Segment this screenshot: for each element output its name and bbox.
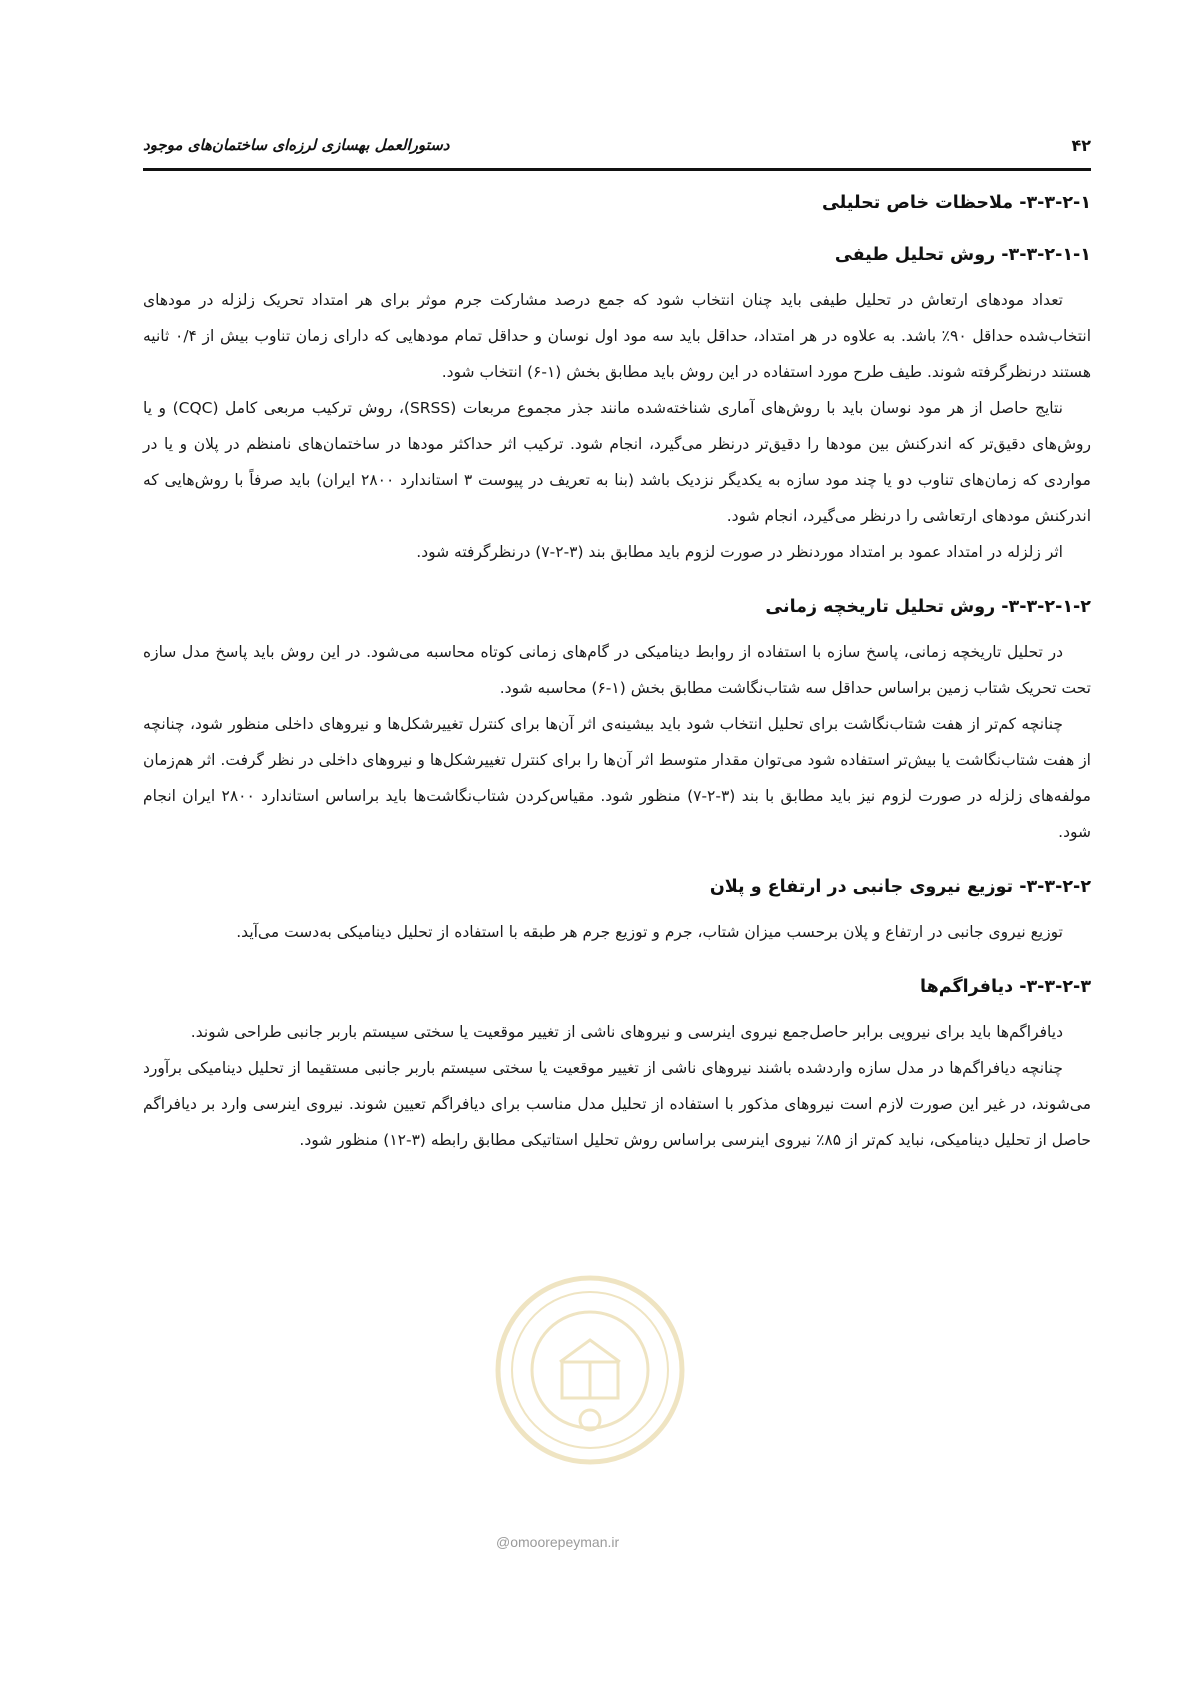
page-number: ۴۲ bbox=[1071, 136, 1091, 155]
section-heading: ۳-۳-۲-۱- ملاحظات خاص تحلیلی bbox=[821, 193, 1091, 213]
page-header bbox=[143, 128, 1091, 171]
subsection-heading: ۳-۳-۲-۱-۲- روش تحلیل تاریخچه زمانی bbox=[765, 597, 1091, 617]
section-heading: ۳-۳-۲-۲- توزیع نیروی جانبی در ارتفاع و پلان bbox=[709, 877, 1091, 897]
paragraph: اثر زلزله در امتداد عمود بر امتداد موردنظر در صورت لزوم باید مطابق بند (۳-۲-۷) درنظرگرفته شود. bbox=[416, 543, 1063, 561]
paragraph: تعداد مودهای ارتعاش در تحلیل طیفی باید چنان انتخاب شود که جمع درصد مشارکت جرم موثر برای هر امتداد تحریک زلزله در مودهای انتخاب‌شده حداقل ۹۰٪ باشد. به علاوه در هر امتداد، حداقل باید سه مود اول نوسان و حداقل تمام مودهایی که دارای زمان تناوب بیش از ۰/۴ ثانیه هستند درنظرگرفته شوند. طیف طرح مورد استفاده در این روش باید مطابق بخش (۱-۶) انتخاب شود. bbox=[143, 291, 1092, 381]
subsection-heading: ۳-۳-۲-۱-۱- روش تحلیل طیفی bbox=[834, 245, 1091, 265]
watermark-url: @omoorepeyman.ir bbox=[496, 1534, 620, 1550]
paragraph: چنانچه کم‌تر از هفت شتاب‌نگاشت برای تحلیل انتخاب شود باید بیشینه‌ی اثر آن‌ها برای کنترل تغییرشکل‌ها و نیروهای داخلی منظور شود، چنانچه از هفت شتاب‌نگاشت یا بیش‌تر استفاده شود می‌توان مقدار متوسط اثر آن‌ها را برای کنترل تغییرشکل‌ها و نیروهای داخلی در نظر گرفت. اثر هم‌زمان مولفه‌های زلزله در صورت لزوم نیز باید مطابق با بند (۳-۲-۷) منظور شود. مقیاس‌کردن شتاب‌نگاشت‌ها باید براساس استاندارد ۲۸۰۰ ایران انجام شود. bbox=[143, 715, 1091, 841]
paragraph: توزیع نیروی جانبی در ارتفاع و پلان برحسب میزان شتاب، جرم و توزیع جرم هر طبقه با استفاده از تحلیل دینامیکی به‌دست می‌آید. bbox=[236, 923, 1063, 941]
paragraph: در تحلیل تاریخچه زمانی، پاسخ سازه با استفاده از روابط دینامیکی در گام‌های زمانی کوتاه محاسبه می‌شود. در این روش باید پاسخ مدل سازه تحت تحریک شتاب زمین براساس حداقل سه شتاب‌نگاشت مطابق بخش (۱-۶) محاسبه شود. bbox=[143, 643, 1091, 697]
paragraph: نتایج حاصل از هر مود نوسان باید با روش‌های آماری شناخته‌شده مانند جذر مجموع مربعات (SRSS)، روش ترکیب مربعی کامل (CQC) و یا روش‌های دقیق‌تر که اندرکنش بین مودها را دقیق‌تر درنظر می‌گیرد، انجام شود. ترکیب اثر حداکثر مودها در ساختمان‌های نامنظم در پلان و یا در مواردی که زمان‌های تناوب دو یا چند مود سازه به یکدیگر نزدیک باشد (بنا به تعریف در پیوست ۳ استاندارد ۲۸۰۰ ایران) باید صرفاً با روش‌هایی که اندرکنش مودهای ارتعاشی را درنظر می‌گیرد، انجام شود. bbox=[143, 399, 1091, 525]
page-content bbox=[143, 188, 1091, 1158]
watermark-seal-icon bbox=[490, 1270, 690, 1470]
running-title: دستورالعمل بهسازی لرزه‌ای ساختمان‌های موجود bbox=[143, 136, 450, 154]
paragraph: دیافراگم‌ها باید برای نیرویی برابر حاصل‌جمع نیروی اینرسی و نیروهای ناشی از تغییر موقعیت یا سختی سیستم باربر جانبی طراحی شوند. bbox=[190, 1023, 1063, 1041]
paragraph: چنانچه دیافراگم‌ها در مدل سازه واردشده باشند نیروهای ناشی از تغییر موقعیت یا سختی سیستم باربر جانبی مستقیما از تحلیل دینامیکی برآورد می‌شوند، در غیر این صورت لازم است نیروهای مذکور با استفاده از تحلیل مدل مناسب برای دیافراگم تعیین شوند. نیروی اینرسی وارد بر دیافراگم حاصل از تحلیل دینامیکی، نباید کم‌تر از ۸۵٪ نیروی اینرسی براساس روش تحلیل استاتیکی مطابق رابطه (۳-۱۲) منظور شود. bbox=[143, 1059, 1091, 1149]
section-heading: ۳-۳-۲-۳- دیافراگم‌ها bbox=[920, 977, 1091, 997]
